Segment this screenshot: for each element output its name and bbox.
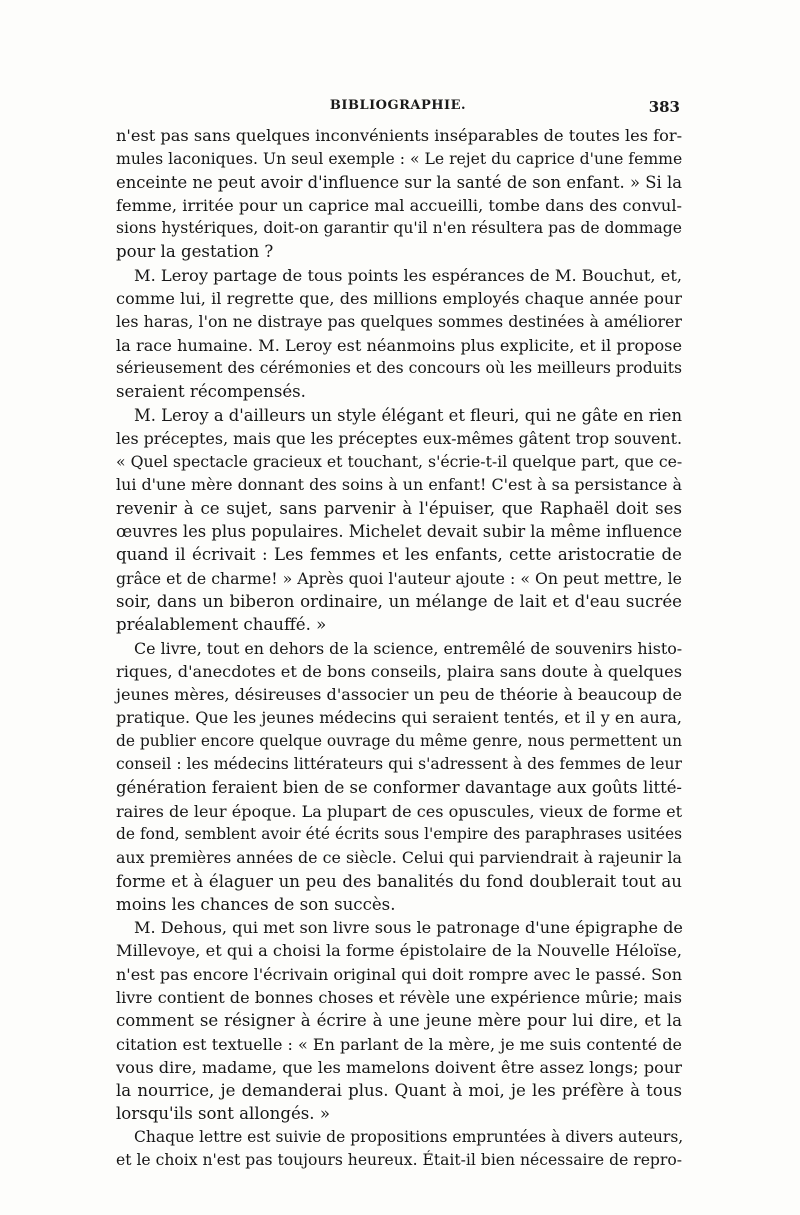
text-line: la race humaine. M. Leroy est néanmoins plus explicite, et il propose xyxy=(116,335,682,355)
text-line: comment se résigner à écrire à une jeune mère pour lui dire, et la xyxy=(116,1011,682,1031)
page-number: 383 xyxy=(648,98,680,116)
text-line: la nourrice, je demanderai plus. Quant à moi, je les préfère à tous xyxy=(116,1081,682,1101)
text-line: citation est textuelle : « En parlant de la mère, je me suis contenté de xyxy=(116,1034,682,1054)
text-line: raires de leur époque. La plupart de ces opuscules, vieux de forme et xyxy=(116,801,683,821)
text-line: sérieusement des cérémonies et des concours où les meilleurs produits xyxy=(116,358,682,377)
text-line: M. Dehous, qui met son livre sous le patronage d'une épigraphe de xyxy=(134,918,683,938)
text-line: revenir à ce sujet, sans parvenir à l'épuiser, que Raphaël doit ses xyxy=(116,498,682,518)
text-line: moins les chances de son succès. xyxy=(116,894,396,914)
text-line: jeunes mères, désireuses d'associer un peu de théorie à beaucoup de xyxy=(116,685,682,705)
text-line: comme lui, il regrette que, des millions employés chaque année pour xyxy=(116,289,682,309)
text-line: riques, d'anecdotes et de bons conseils, plaira sans doute à quelques xyxy=(116,661,682,681)
text-line: « Quel spectacle gracieux et touchant, s'écrie-t-il quelque part, que ce- xyxy=(116,452,683,472)
text-line: forme et à élaguer un peu des banalités du fond doublerait tout au xyxy=(116,871,682,891)
running-head xyxy=(116,98,680,120)
text-line: et le choix n'est pas toujours heureux. Était-il bien nécessaire de repro- xyxy=(116,1151,682,1170)
running-title: BIBLIOGRAPHIE. xyxy=(329,98,467,113)
text-line: vous dire, madame, que les mamelons doivent être assez longs; pour xyxy=(116,1057,682,1077)
text-line: livre contient de bonnes choses et révèle une expérience mûrie; mais xyxy=(116,987,682,1007)
text-line: pratique. Que les jeunes médecins qui seraient tentés, et il y en aura, xyxy=(116,708,682,728)
text-line: lorsqu'ils sont allongés. » xyxy=(116,1104,331,1124)
text-line: de fond, semblent avoir été écrits sous l'empire des paraphrases usitées xyxy=(116,824,682,843)
text-line: les préceptes, mais que les préceptes eux-mêmes gâtent trop souvent. xyxy=(116,428,683,448)
text-line: génération feraient bien de se conformer davantage aux goûts litté- xyxy=(116,778,682,798)
text-line: M. Leroy partage de tous points les espérances de M. Bouchut, et, xyxy=(134,265,682,285)
text-line: M. Leroy a d'ailleurs un style élégant et fleuri, qui ne gâte en rien xyxy=(134,405,682,425)
text-line: préalablement chauffé. » xyxy=(116,615,327,635)
text-line: de publier encore quelque ouvrage du même genre, nous permettent un xyxy=(116,731,682,750)
text-line: mules laconiques. Un seul exemple : « Le rejet du caprice d'une femme xyxy=(116,149,683,169)
text-line: aux premières années de ce siècle. Celui qui parviendrait à rajeunir la xyxy=(116,848,682,868)
text-line: conseil : les médecins littérateurs qui s'adressent à des femmes de leur xyxy=(116,755,682,774)
text-line: Millevoye, et qui a choisi la forme épistolaire de la Nouvelle Héloïse, xyxy=(116,941,682,961)
text-line: Chaque lettre est suivie de propositions empruntées à divers auteurs, xyxy=(134,1127,684,1146)
text-line: seraient récompensés. xyxy=(116,382,306,402)
text-line: femme, irritée pour un caprice mal accueilli, tombe dans des convul- xyxy=(116,195,682,215)
text-line: soir, dans un biberon ordinaire, un mélange de lait et d'eau sucrée xyxy=(116,591,682,611)
text-line: pour la gestation ? xyxy=(116,242,274,262)
text-line: n'est pas encore l'écrivain original qui doit rompre avec le passé. Son xyxy=(116,964,682,984)
text-line: grâce et de charme! » Après quoi l'auteur ajoute : « On peut mettre, le xyxy=(116,568,682,588)
text-line: enceinte ne peut avoir d'influence sur la santé de son enfant. » Si la xyxy=(116,172,682,192)
text-line: sions hystériques, doit-on garantir qu'il n'en résultera pas de dommage xyxy=(116,219,682,238)
text-line: œuvres les plus populaires. Michelet devait subir la même influence xyxy=(116,522,683,542)
body-text xyxy=(116,124,682,1172)
text-line: les haras, l'on ne distraye pas quelques sommes destinées à améliorer xyxy=(116,312,682,332)
text-line: Ce livre, tout en dehors de la science, entremêlé de souvenirs histo- xyxy=(134,638,683,658)
text-line: n'est pas sans quelques inconvénients inséparables de toutes les for- xyxy=(116,126,683,145)
text-line: lui d'une mère donnant des soins à un enfant! C'est à sa persistance à xyxy=(116,475,682,495)
text-line: quand il écrivait : Les femmes et les enfants, cette aristocratie de xyxy=(116,545,682,565)
